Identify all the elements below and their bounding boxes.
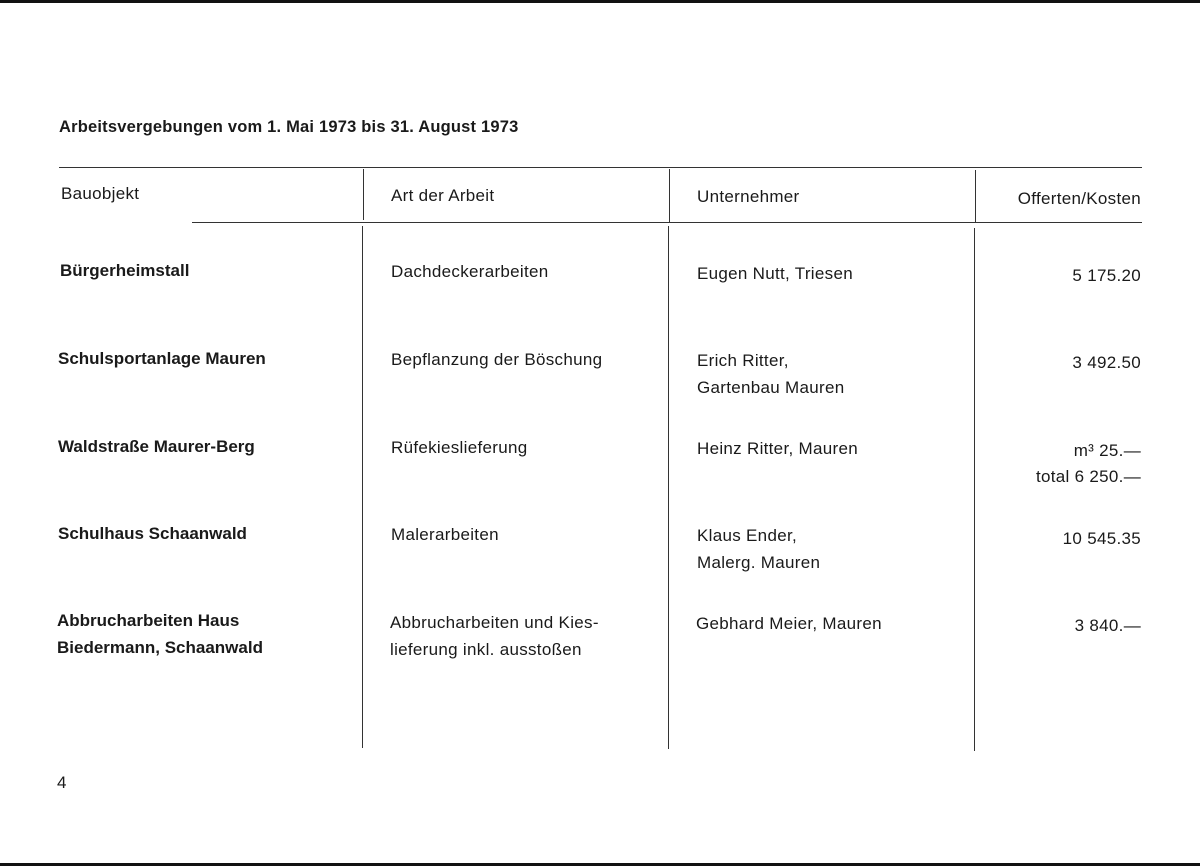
- column-divider-2: [668, 226, 669, 749]
- unternehmer-cell-line-1: Erich Ritter,: [697, 351, 789, 370]
- header-divider-3: [975, 170, 976, 223]
- art-der-arbeit-cell: Rüfekieslieferung: [391, 438, 528, 457]
- kosten-cell: 3 840.—: [1074, 616, 1141, 635]
- unternehmer-cell: Gebhard Meier, Mauren: [696, 614, 882, 633]
- column-divider-3: [974, 228, 975, 751]
- bauobjekt-cell: Waldstraße Maurer-Berg: [58, 437, 255, 456]
- unternehmer-cell-line-2: Malerg. Mauren: [697, 553, 821, 572]
- table-top-rule: [59, 167, 1142, 168]
- column-header-offerten-kosten: Offerten/Kosten: [1017, 189, 1141, 208]
- header-divider-1: [363, 169, 364, 220]
- kosten-cell: 10 545.35: [1062, 529, 1141, 548]
- kosten-cell: 5 175.20: [1072, 266, 1141, 285]
- art-der-arbeit-cell: Malerarbeiten: [391, 525, 499, 544]
- bauobjekt-cell: Bürgerheimstall: [60, 261, 190, 280]
- header-divider-2: [669, 169, 670, 222]
- kosten-cell-line-1: m³ 25.—: [1073, 441, 1141, 460]
- unternehmer-cell: Heinz Ritter, Mauren: [697, 439, 858, 458]
- unternehmer-cell: Eugen Nutt, Triesen: [697, 264, 853, 283]
- document-title: Arbeitsvergebungen vom 1. Mai 1973 bis 31. August 1973: [59, 118, 519, 136]
- page-number: 4: [57, 773, 67, 792]
- column-divider-1: [362, 226, 363, 748]
- bauobjekt-cell: Schulsportanlage Mauren: [58, 349, 266, 368]
- kosten-cell-line-2: total 6 250.—: [1035, 467, 1141, 486]
- top-border: [0, 0, 1200, 3]
- header-bottom-rule: [192, 222, 1142, 223]
- art-der-arbeit-cell: Bepflanzung der Böschung: [391, 350, 603, 369]
- column-header-art-der-arbeit: Art der Arbeit: [391, 186, 495, 205]
- art-der-arbeit-cell-line-2: lieferung inkl. ausstoßen: [390, 640, 582, 659]
- art-der-arbeit-cell-line-1: Abbrucharbeiten und Kies-: [390, 613, 599, 632]
- bauobjekt-cell: Schulhaus Schaanwald: [58, 524, 247, 543]
- column-header-bauobjekt: Bauobjekt: [61, 184, 140, 203]
- art-der-arbeit-cell: Dachdeckerarbeiten: [391, 262, 549, 281]
- kosten-cell: 3 492.50: [1072, 353, 1141, 372]
- bauobjekt-cell-line-1: Abbrucharbeiten Haus: [57, 611, 240, 630]
- unternehmer-cell-line-2: Gartenbau Mauren: [697, 378, 845, 397]
- column-header-unternehmer: Unternehmer: [697, 187, 800, 206]
- bauobjekt-cell-line-2: Biedermann, Schaanwald: [57, 638, 263, 657]
- unternehmer-cell-line-1: Klaus Ender,: [697, 526, 797, 545]
